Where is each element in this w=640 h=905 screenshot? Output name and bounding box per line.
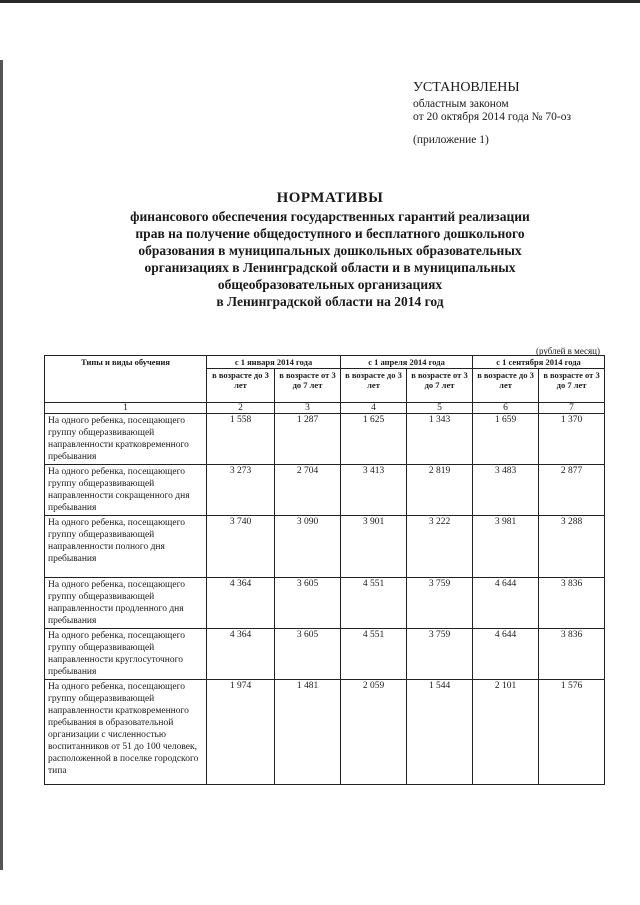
- subtitle-line: образования в муниципальных дошкольных образовательных: [138, 243, 522, 258]
- column-number: 7: [539, 403, 605, 414]
- row-value: 2 704: [275, 465, 341, 516]
- scan-edge: [0, 60, 3, 870]
- row-label: На одного ребенка, посещающего группу общеразвивающей направленности кратковременного пребывания: [45, 414, 207, 465]
- row-value: 1 481: [275, 680, 341, 785]
- top-border: [0, 0, 640, 3]
- row-value: 3 740: [207, 516, 275, 578]
- row-value: 1 370: [539, 414, 605, 465]
- row-value: 1 659: [473, 414, 539, 465]
- row-value: 3 413: [341, 465, 407, 516]
- column-number: 5: [407, 403, 473, 414]
- column-number-row: [45, 403, 605, 414]
- column-number: 2: [207, 403, 275, 414]
- row-value: 2 059: [341, 680, 407, 785]
- subtitle-line: общеобразовательных организациях: [217, 277, 443, 292]
- row-value: 3 981: [473, 516, 539, 578]
- row-value: 2 819: [407, 465, 473, 516]
- table-row: [45, 465, 605, 516]
- row-value: 3 759: [407, 629, 473, 680]
- row-value: 3 222: [407, 516, 473, 578]
- row-value: 1 576: [539, 680, 605, 785]
- header-age: в возрасте от 3 до 7 лет: [275, 369, 341, 403]
- header-age: в возрасте до 3 лет: [473, 369, 539, 403]
- table-row: [45, 578, 605, 629]
- column-number: 3: [275, 403, 341, 414]
- table-row: [45, 629, 605, 680]
- row-value: 4 551: [341, 629, 407, 680]
- row-label: На одного ребенка, посещающего группу общеразвивающей направленности полного дня пребывания: [45, 516, 207, 578]
- row-value: 3 483: [473, 465, 539, 516]
- document-title: НОРМАТИВЫ: [276, 190, 384, 206]
- row-value: 3 605: [275, 578, 341, 629]
- table-row: [45, 516, 605, 578]
- row-value: 3 273: [207, 465, 275, 516]
- row-value: 4 364: [207, 578, 275, 629]
- row-label: На одного ребенка, посещающего группу общеразвивающей направленности круглосуточного пребывания: [45, 629, 207, 680]
- row-value: 3 901: [341, 516, 407, 578]
- subtitle-line: в Ленинградской области на 2014 год: [216, 294, 444, 309]
- column-number: 6: [473, 403, 539, 414]
- row-value: 4 644: [473, 629, 539, 680]
- row-value: 2 877: [539, 465, 605, 516]
- row-value: 3 288: [539, 516, 605, 578]
- row-value: 4 644: [473, 578, 539, 629]
- row-value: 1 287: [275, 414, 341, 465]
- approval-line-2: областным законом: [413, 98, 509, 110]
- table-row: [45, 680, 605, 785]
- header-age: в возрасте от 3 до 7 лет: [407, 369, 473, 403]
- row-value: 1 558: [207, 414, 275, 465]
- document-subtitle: [80, 208, 580, 310]
- row-value: 1 625: [341, 414, 407, 465]
- row-value: 3 090: [275, 516, 341, 578]
- row-label: На одного ребенка, посещающего группу общеразвивающей направленности продленного дня пребывания: [45, 578, 207, 629]
- table-row: [45, 414, 605, 465]
- column-number: 1: [45, 403, 207, 414]
- row-value: 3 836: [539, 578, 605, 629]
- header-types: Типы и виды обучения: [45, 356, 207, 403]
- row-value: 1 544: [407, 680, 473, 785]
- approval-block: [413, 80, 633, 147]
- norms-table: [44, 355, 605, 785]
- row-label: На одного ребенка, посещающего группу общеразвивающей направленности сокращенного дня пребывания: [45, 465, 207, 516]
- row-value: 4 551: [341, 578, 407, 629]
- header-period: с 1 апреля 2014 года: [341, 356, 473, 369]
- header-period: с 1 сентября 2014 года: [473, 356, 605, 369]
- header-age: в возрасте от 3 до 7 лет: [539, 369, 605, 403]
- row-value: 1 974: [207, 680, 275, 785]
- row-value: 4 364: [207, 629, 275, 680]
- row-value: 3 759: [407, 578, 473, 629]
- row-value: 3 836: [539, 629, 605, 680]
- unit-note: (рублей в месяц): [535, 346, 600, 356]
- subtitle-line: финансового обеспечения государственных гарантий реализации: [130, 209, 530, 224]
- row-value: 1 343: [407, 414, 473, 465]
- approval-line-1: УСТАНОВЛЕНЫ: [413, 80, 520, 95]
- row-value: 3 605: [275, 629, 341, 680]
- subtitle-line: прав на получение общедоступного и бесплатного дошкольного: [135, 226, 525, 241]
- approval-line-3: от 20 октября 2014 года № 70-оз: [413, 111, 572, 123]
- approval-line-4: (приложение 1): [413, 134, 489, 146]
- subtitle-line: организациях в Ленинградской области и в муниципальных: [144, 260, 516, 275]
- header-age: в возрасте до 3 лет: [341, 369, 407, 403]
- row-label: На одного ребенка, посещающего группу общеразвивающей направленности кратковременного пребывания в образовательной организации с численностью воспитанников от 51 до 100 человек, расположенной в поселке городского типа: [45, 680, 207, 785]
- row-value: 2 101: [473, 680, 539, 785]
- header-age: в возрасте до 3 лет: [207, 369, 275, 403]
- column-number: 4: [341, 403, 407, 414]
- header-period: с 1 января 2014 года: [207, 356, 341, 369]
